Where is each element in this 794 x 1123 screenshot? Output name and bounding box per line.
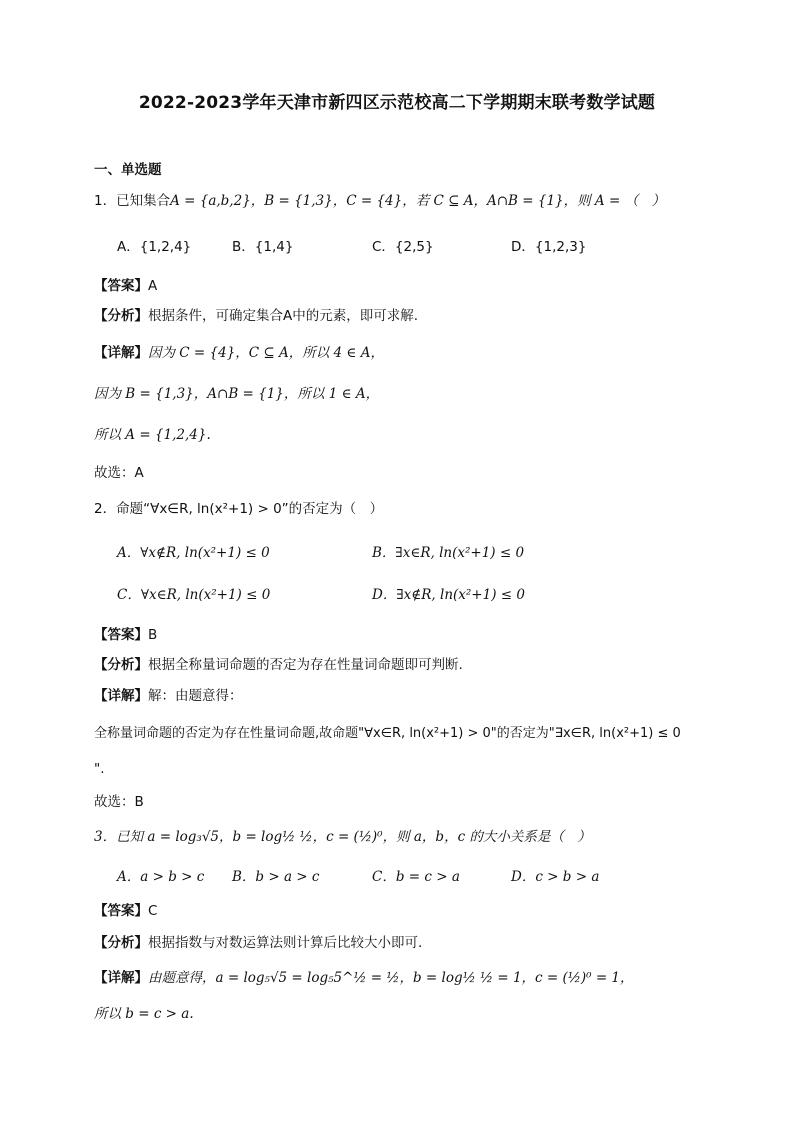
question-1-detail-line-1 — [94, 343, 384, 363]
question-3-detail-line-1 — [94, 968, 634, 988]
answer-tag: 【答案】 — [94, 903, 148, 919]
answer-tag: 【答案】 — [94, 627, 148, 643]
question-3-option-a: A．a > b > c — [117, 869, 205, 885]
question-1-option-a: A．{1,2,4} — [117, 239, 192, 255]
analysis-tag: 【分析】 — [94, 308, 148, 324]
question-3-analysis — [94, 933, 422, 953]
answer-tag: 【答案】 — [94, 278, 148, 294]
question-1-condition: A = {a,b,2}，B = {1,3}，C = {4}，若 C ⊆ A，A∩B = {1}，则 A = （ ） — [170, 193, 666, 209]
analysis-tag: 【分析】 — [94, 935, 148, 951]
question-3-stem: 3．已知 a = log₃√5，b = log½ ½，c = (½)⁰，则 a，b，c 的大小关系是（ ） — [94, 829, 591, 845]
question-1-stem — [94, 191, 665, 211]
question-2-detail-line-2: 全称量词命题的否定为存在性量词命题,故命题"∀x∈R, ln(x²+1) > 0"的否定为"∃x∈R, ln(x²+1) ≤ 0 — [94, 726, 681, 741]
question-3-detail-line-2: 所以 b = c > a. — [94, 1006, 194, 1022]
analysis-text: 根据全称量词命题的否定为存在性量词命题即可判断. — [148, 657, 463, 673]
question-2-choice: 故选：B — [94, 794, 144, 810]
detail-text: 因为 C = {4}，C ⊆ A，所以 4 ∈ A， — [148, 345, 384, 361]
question-2-detail-line-1 — [94, 686, 243, 706]
analysis-tag: 【分析】 — [94, 657, 148, 673]
section-heading: 一、单选题 — [94, 162, 162, 178]
question-2-stem: 2．命题“∀x∈R, ln(x²+1) > 0”的否定为（ ） — [94, 501, 384, 517]
question-2-option-d: D．∃x∉R, ln(x²+1) ≤ 0 — [372, 587, 525, 603]
question-2-answer — [94, 625, 157, 645]
question-2-option-c: C．∀x∈R, ln(x²+1) ≤ 0 — [117, 587, 271, 603]
question-2-detail-line-3: ". — [94, 761, 105, 777]
question-1-prefix: 1．已知集合 — [94, 193, 171, 209]
detail-tag: 【详解】 — [94, 345, 148, 361]
question-1-detail-line-3: 所以 A = {1,2,4}. — [94, 427, 211, 443]
question-1-option-b: B．{1,4} — [232, 239, 294, 255]
detail-text: 解：由题意得： — [148, 688, 243, 704]
question-3-option-b: B．b > a > c — [232, 869, 320, 885]
question-2-option-a: A．∀x∉R, ln(x²+1) ≤ 0 — [117, 545, 270, 561]
question-2-option-b: B．∃x∈R, ln(x²+1) ≤ 0 — [372, 545, 525, 561]
question-1-detail-line-2: 因为 B = {1,3}，A∩B = {1}，所以 1 ∈ A， — [94, 386, 380, 402]
question-1-choice: 故选：A — [94, 465, 144, 481]
question-1-option-d: D．{1,2,3} — [511, 239, 587, 255]
answer-value: B — [148, 627, 158, 643]
answer-value: C — [148, 903, 158, 919]
question-3-option-d: D．c > b > a — [511, 869, 600, 885]
analysis-text: 根据条件，可确定集合A中的元素，即可求解. — [148, 308, 419, 324]
question-1-analysis — [94, 306, 418, 326]
detail-text: 由题意得，a = log₅√5 = log₅5^½ = ½，b = log½ ½ = 1，c = (½)⁰ = 1， — [148, 970, 634, 986]
answer-value: A — [148, 278, 158, 294]
page-title: 2022-2023学年天津市新四区示范校高二下学期期末联考数学试题 — [138, 93, 656, 113]
question-3-option-c: C．b = c > a — [372, 869, 460, 885]
detail-tag: 【详解】 — [94, 688, 148, 704]
question-1-option-c: C．{2,5} — [372, 239, 434, 255]
question-1-answer — [94, 276, 157, 296]
detail-tag: 【详解】 — [94, 970, 148, 986]
analysis-text: 根据指数与对数运算法则计算后比较大小即可. — [148, 935, 423, 951]
question-2-analysis — [94, 655, 463, 675]
question-3-answer — [94, 901, 157, 921]
